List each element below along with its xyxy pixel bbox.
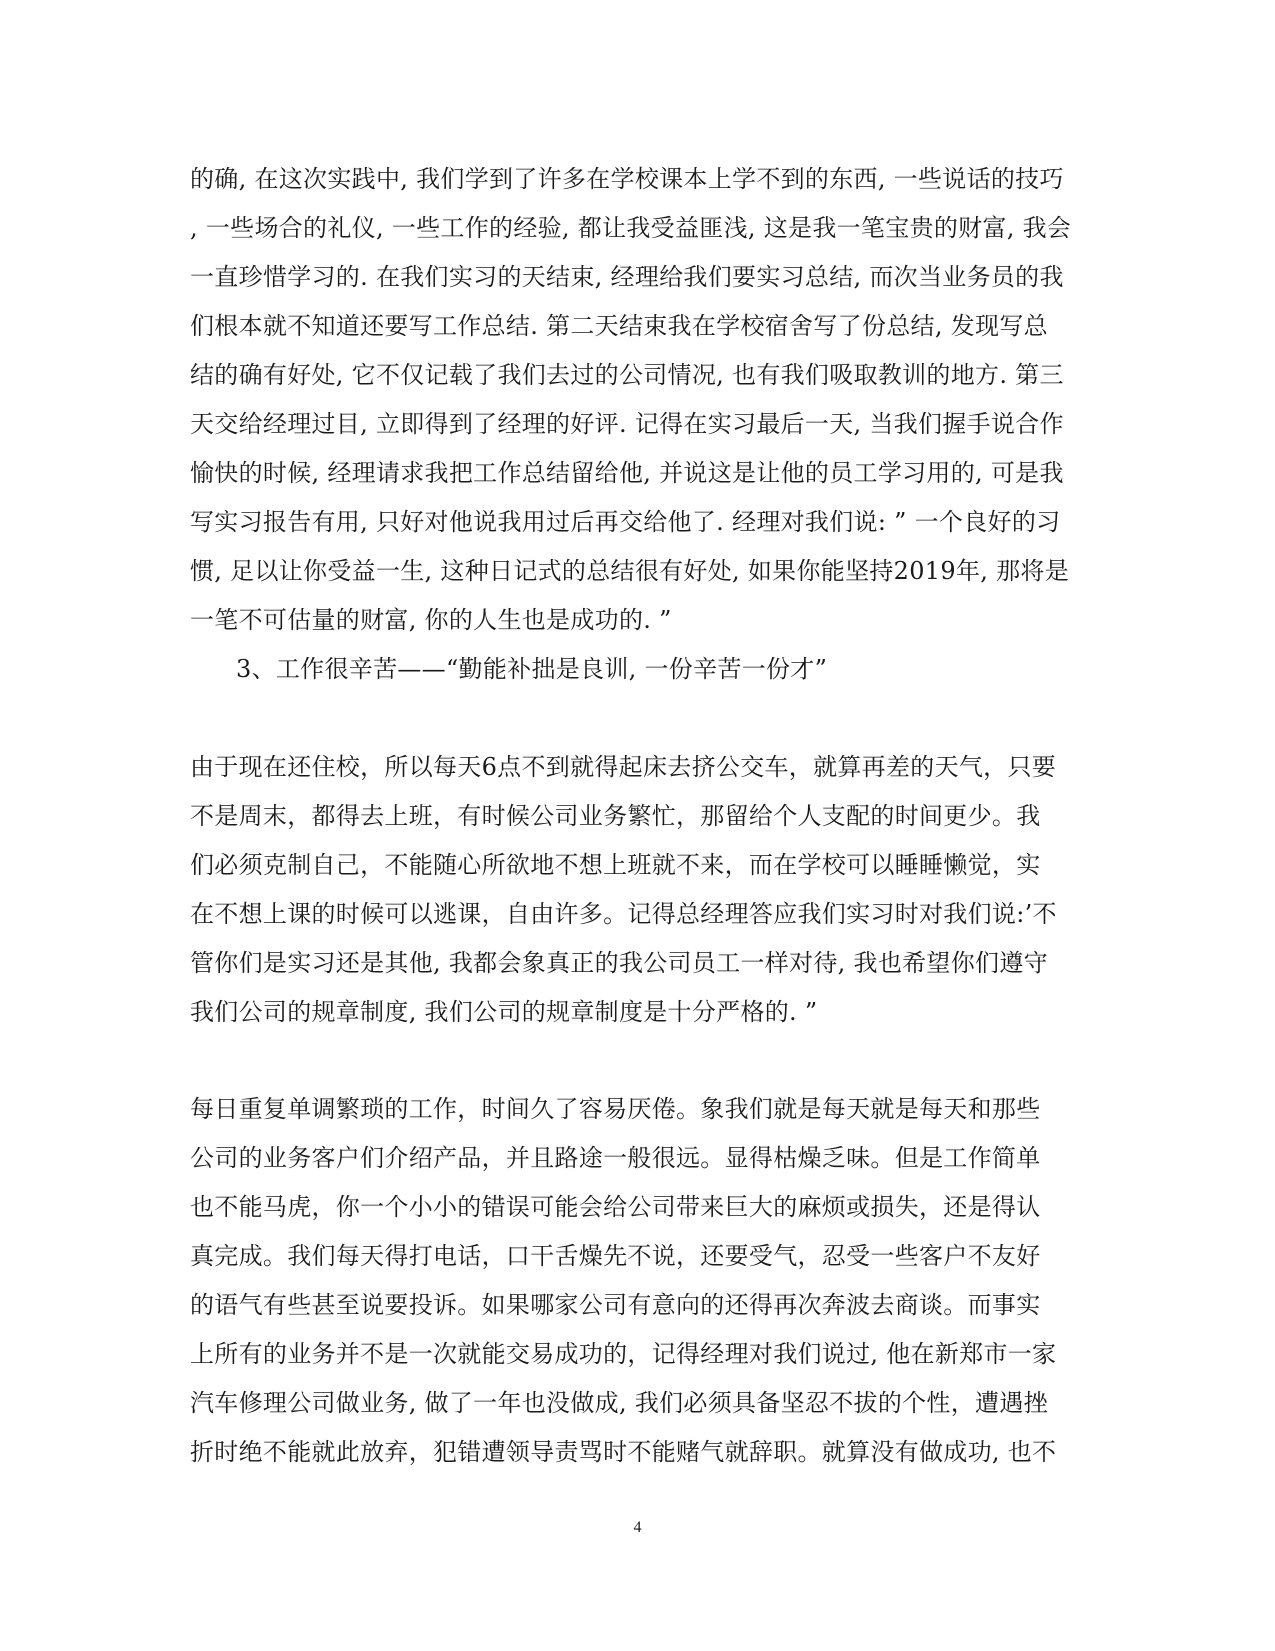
paragraph-1-line-8: 写实习报告有用, 只好对他说我用过后再交给他了. 经理对我们说: ” 一个良好的习 bbox=[190, 508, 1061, 536]
paragraph-3-line-7: 汽车修理公司做业务, 做了一年也没做成, 我们必须具备坚忍不拔的个性，遭遇挫 bbox=[190, 1389, 1048, 1417]
paragraph-3-line-2: 公司的业务客户们介绍产品，并且路途一般很远。显得枯燥乏味。但是工作简单 bbox=[190, 1144, 1041, 1172]
paragraph-3-line-1: 每日重复单调繁琐的工作，时间久了容易厌倦。象我们就是每天就是每天和那些 bbox=[190, 1095, 1041, 1123]
paragraph-1-line-10: 一笔不可估量的财富, 你的人生也是成功的. ” bbox=[190, 606, 672, 634]
paragraph-1-line-5: 结的确有好处, 它不仅记载了我们去过的公司情况, 也有我们吸取教训的地方. 第三 bbox=[190, 361, 1064, 389]
paragraph-3-line-3: 也不能马虎，你一个小小的错误可能会给公司带来巨大的麻烦或损失，还是得认 bbox=[190, 1193, 1041, 1221]
paragraph-2-line-4: 在不想上课的时候可以逃课，自由许多。记得总经理答应我们实习时对我们说:’不 bbox=[190, 900, 1057, 928]
paragraph-3-line-8: 折时绝不能就此放弃，犯错遭领导责骂时不能赌气就辞职。就算没有做成功, 也不 bbox=[190, 1438, 1057, 1466]
paragraph-1-line-7: 愉快的时候, 经理请求我把工作总结留给他, 并说这是让他的员工学习用的, 可是我 bbox=[190, 459, 1064, 487]
paragraph-2-line-5: 管你们是实习还是其他, 我都会象真正的我公司员工一样对待, 我也希望你们遵守 bbox=[190, 949, 1048, 977]
paragraph-1-line-4: 们根本就不知道还要写工作总结. 第二天结束我在学校宿舍写了份总结, 发现写总 bbox=[190, 312, 1048, 340]
paragraph-2-line-6: 我们公司的规章制度, 我们公司的规章制度是十分严格的. ” bbox=[190, 998, 818, 1026]
paragraph-1-line-6: 天交给经理过目, 立即得到了经理的好评. 记得在实习最后一天, 当我们握手说合作 bbox=[190, 410, 1064, 438]
paragraph-2-line-3: 们必须克制自己，不能随心所欲地不想上班就不来，而在学校可以睡睡懒觉，实 bbox=[190, 851, 1041, 879]
paragraph-1-line-1: 的确, 在这次实践中, 我们学到了许多在学校课本上学不到的东西, 一些说话的技巧 bbox=[190, 165, 1064, 193]
section-heading: 3、工作很辛苦——“勤能补拙是良训, 一份辛苦一份才” bbox=[236, 655, 828, 683]
paragraph-1-line-3: 一直珍惜学习的. 在我们实习的天结束, 经理给我们要实习总结, 而次当业务员的我 bbox=[190, 263, 1064, 291]
paragraph-1-line-2: , 一些场合的礼仪, 一些工作的经验, 都让我受益匪浅, 这是我一笔宝贵的财富, 我会 bbox=[190, 214, 1072, 242]
paragraph-3-line-5: 的语气有些甚至说要投诉。如果哪家公司有意向的还得再次奔波去商谈。而事实 bbox=[190, 1291, 1041, 1319]
paragraph-3-line-4: 真完成。我们每天得打电话，口干舌燥先不说，还要受气，忍受一些客户不友好 bbox=[190, 1242, 1041, 1270]
paragraph-2-line-1: 由于现在还住校，所以每天6点不到就得起床去挤公交车，就算再差的天气，只要 bbox=[190, 753, 1057, 781]
paragraph-3-line-6: 上所有的业务并不是一次就能交易成功的，记得经理对我们说过, 他在新郑市一家 bbox=[190, 1340, 1057, 1368]
paragraph-2-line-2: 不是周末，都得去上班，有时候公司业务繁忙，那留给个人支配的时间更少。我 bbox=[190, 802, 1041, 830]
page-number: 4 bbox=[633, 1519, 642, 1536]
paragraph-1-line-9: 惯, 足以让你受益一生, 这种日记式的总结很有好处, 如果你能坚持2019年, 那将是 bbox=[190, 557, 1070, 585]
